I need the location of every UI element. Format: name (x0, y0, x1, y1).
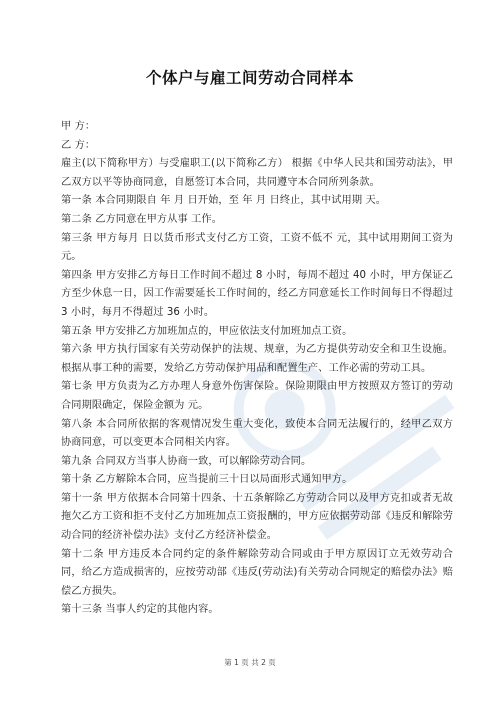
clause-9: 第九条 合同双方当事人协商一致，可以解除劳动合同。 (61, 455, 312, 467)
clause-13: 第十三条 当事人约定的其他内容。 (61, 604, 219, 616)
clause-7: 第七条 甲方负责为乙方办理人身意外伤害保险。保险期限由甲方按照双方签订的劳动合同期限确定，保险金额为 元。 (61, 381, 453, 411)
clause-3: 第三条 甲方每月 日以货币形式支付乙方工资，工资不低不 元，其中试用期间工资为 元。 (61, 232, 453, 263)
clause-1: 第一条 本合同期限自 年 月 日开始，至 年 月 日终止，其中试用期 天。 (61, 195, 387, 207)
clause-5: 第五条 甲方安排乙方加班加点的，甲应依法支付加班加点工资。 (61, 325, 353, 337)
page-title: 个体户与雇工间劳动合同样本 (145, 69, 354, 87)
clause-10: 第十条 乙方解除本合同，应当提前三十日以局面形式通知甲方。 (61, 474, 353, 486)
clause-2: 第二条 乙方同意在甲方从事 工作。 (61, 213, 222, 225)
contract-body (61, 118, 453, 620)
clause-party-b: 乙 方： (61, 139, 96, 151)
page-number-footer: 第 1 页 共 2 页 (224, 658, 276, 667)
clause-4: 第四条 甲方安排乙方每日工作时间不超过 8 小时，每周不超过 40 小时，甲方保证乙方至少休息一日，因工作需要延长工作时间的，经乙方同意延长工作时间每日不得超过 3 小时，每月不得超过 36 小时。 (61, 269, 453, 318)
clause-party-a: 甲 方： (61, 121, 96, 132)
clause-12: 第十二条 甲方违反本合同约定的条件解除劳动合同或由于甲方原因订立无效劳动合同，给乙方造成损害的，应按劳动部《违反(劳动法)有关劳动合同规定的赔偿办法》赔偿乙方损失。 (61, 548, 453, 597)
clause-8: 第八条 本合同所依据的客观情况发生重大变化，致使本合同无法履行的，经甲乙双方协商同意，可以变更本合同相关内容。 (61, 418, 453, 449)
clause-6: 第六条 甲方执行国家有关劳动保护的法规、规章，为乙方提供劳动安全和卫生设施。根据从事工种的需要，发给乙方劳动保护用品和配置生产、工作必需的劳动工具。 (61, 344, 453, 374)
clause-11: 第十一条 甲方依据本合同第十四条、十五条解除乙方劳动合同以及甲方克扣或者无故拖欠乙方工资和拒不支付乙方加班加点工资报酬的，甲方应依据劳动部《违反和解除劳动合同的经济补偿办法》支付乙方经济补偿金。 (61, 492, 453, 542)
clause-preamble: 雇主(以下简称甲方）与受雇职工(以下简称乙方） 根据《中华人民共和国劳动法》，甲乙双方以平等协商同意，自愿签订本合同，共同遵守本合同所列条款。 (61, 158, 453, 188)
